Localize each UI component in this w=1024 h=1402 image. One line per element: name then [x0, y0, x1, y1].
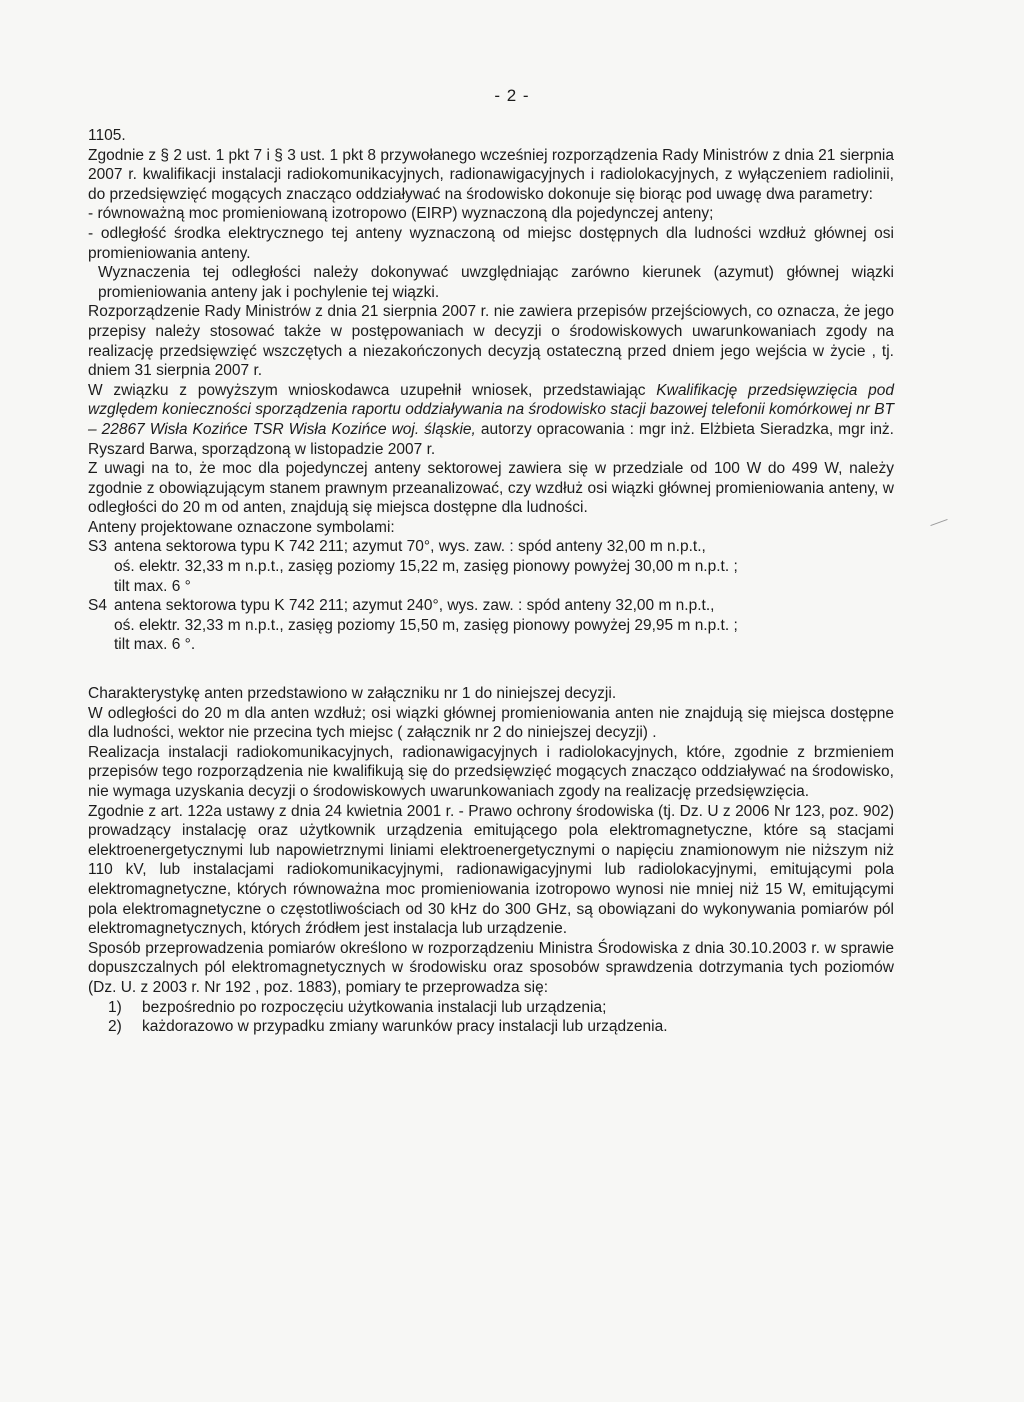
paragraph-no-decision-required: Realizacja instalacji radiokomunikacyjnych, radionawigacyjnych i radiolokacyjnych, które, zgodnie z brzmieniem przepisów tego rozporządzenia nie kwalifikują się do przedsięwzięć mogących znacząco oddziaływać na środowisko, nie wymaga uzyskania decyzji o środowiskowych uwarunkowaniach zgody na realizację przedsięwzięcia.: [88, 743, 894, 800]
paragraph-legal-basis: Zgodnie z § 2 ust. 1 pkt 7 i § 3 ust. 1 pkt 8 przywołanego wcześniej rozporządzenia Rady Ministrów z dnia 21 sierpnia 2007 r. kwalifikacji instalacji radiokomunikacyjnych, radionawigacyjnych i radiolokacyjnych, z wyłączeniem radiolinii, do przedsięwzięć mogących znacząco oddziaływać na środowisko dokonuje się biorąc pod uwagę dwa parametry:: [88, 146, 894, 203]
antennas-intro: Anteny projektowane oznaczone symbolami:: [88, 518, 395, 536]
antenna-line: tilt max. 6 °: [114, 577, 191, 595]
antenna-line: tilt max. 6 °.: [114, 636, 196, 654]
applicant-prefix: W związku z powyższym wnioskodawca uzupełnił wniosek, przedstawiając: [88, 381, 657, 399]
antenna-line: oś. elektr. 32,33 m n.p.t., zasięg poziomy 15,22 m, zasięg pionowy powyżej 30,00 m n.p.t. ;: [114, 558, 738, 576]
reference-number: 1105.: [88, 127, 126, 144]
spacer: [88, 655, 894, 684]
document-body: [88, 126, 894, 1037]
measurement-steps: [88, 998, 894, 1037]
paragraph-applicant: [88, 381, 894, 459]
list-item-number: 1): [108, 998, 122, 1016]
antenna-line: antena sektorowa typu K 742 211; azymut 240°, wys. zaw. : spód anteny 32,00 m n.p.t.,: [114, 597, 715, 615]
paragraph-distance-determination: Wyznaczenia tej odległości należy dokonywać uwzględniając zarówno kierunek (azymut) głównej wiązki promieniowania anteny jak i pochylenie tej wiązki.: [98, 264, 894, 301]
list-item: [108, 1017, 894, 1037]
antenna-symbol: S4: [88, 597, 107, 615]
list-item-text: bezpośrednio po rozpoczęciu użytkowania instalacji lub urządzenia;: [142, 998, 607, 1016]
paragraph-measurement-obligation: Zgodnie z art. 122a ustawy z dnia 24 kwietnia 2001 r. - Prawo ochrony środowiska (tj. Dz. U z 2006 Nr 123, poz. 902) prowadzący instalację oraz użytkownik urządzenia emitującego pola elektromagnetyczne, które są stacjami elektroenergetycznymi lub napowietrznymi liniami elektroenergetycznymi o napięciu znamionowym nie niższym niż 110 kV, lub instalacjami radiokomunikacyjnymi, radionawigacyjnymi lub radiolokacyjnymi, emitującymi pola elektromagnetyczne, których równoważna moc promieniowania izotropowo wynosi nie mniej niż 15 W, emitującymi pola elektromagnetyczne o częstotliwościach od 30 kHz do 300 GHz, są obowiązani do wykonywania pomiarów pól elektromagnetycznych, których źródłem jest instalacja lub urządzenie.: [88, 802, 894, 938]
applicant-document-title: Kwalifikację przedsięwzięcia pod względem konieczności sporządzenia raportu oddziaływania na środowisko stacji bazowej telefonii komórkowej nr BT – 22867 Wisła Kozińce TSR Wisła Kozińce woj. śląskie,: [88, 381, 894, 438]
antenna-symbol: S3: [88, 538, 107, 556]
paragraph-measurement-method: Sposób przeprowadzenia pomiarów określono w rozporządzeniu Ministra Środowiska z dnia 30.10.2003 r. w sprawie dopuszczalnych pól elektromagnetycznych w środowisku oraz sposobów sprawdzenia dotrzymania tych poziomów (Dz. U. z 2003 r. Nr 192 , poz. 1883), pomiary te przeprowadza się:: [88, 939, 894, 996]
scan-mark: [930, 519, 947, 526]
page-number: - 2 -: [494, 86, 530, 105]
antenna-item: [88, 537, 894, 596]
antenna-item: [88, 596, 894, 655]
paragraph-power-range: Z uwagi na to, że moc dla pojedynczej anteny sektorowej zawiera się w przedziale od 100 W do 499 W, należy zgodnie z obowiązującym stanem prawnym przeanalizować, czy wzdłuż osi wiązki głównej promieniowania anteny, w odległości do 20 m od anten, znajdują się miejsca dostępne dla ludności.: [88, 460, 894, 517]
list-item: [108, 998, 894, 1018]
list-item-text: każdorazowo w przypadku zmiany warunków pracy instalacji lub urządzenia.: [142, 1018, 668, 1036]
antenna-line: antena sektorowa typu K 742 211; azymut 70°, wys. zaw. : spód anteny 32,00 m n.p.t.,: [114, 538, 706, 556]
paragraph-distance-result: W odległości do 20 m dla anten wzdłuż; osi wiązki głównej promieniowania anten nie znajdują się miejsca dostępne dla ludności, wektor nie przecina tych miejsc ( załącznik nr 2 do niniejszej decyzji) .: [88, 704, 894, 742]
applicant-suffix: autorzy opracowania : mgr inż. Elżbieta Sieradzka, mgr inż. Ryszard Barwa, sporządzoną w listopadzie 2007 r.: [88, 420, 894, 458]
antenna-line: oś. elektr. 32,33 m n.p.t., zasięg poziomy 15,50 m, zasięg pionowy powyżej 29,95 m n.p.t. ;: [114, 616, 738, 634]
paragraph-transitional-provisions: Rozporządzenie Rady Ministrów z dnia 21 sierpnia 2007 r. nie zawiera przepisów przejściowych, co oznacza, że jego przepisy należy stosować także w postępowaniach w decyzji o środowiskowych uwarunkowaniach zgody na realizację przedsięwzięć wszczętych a niezakończonych decyzją ostateczną przed dniem jego wejścia w życie , tj. dniem 31 sierpnia 2007 r.: [88, 303, 894, 380]
list-item-number: 2): [108, 1018, 122, 1036]
parameter-eirp: - równoważną moc promieniowaną izotropowo (EIRP) wyznaczoną dla pojedynczej anteny;: [88, 205, 714, 223]
parameter-distance: - odległość środka elektrycznego tej anteny wyznaczoną od miejsc dostępnych dla ludności wzdłuż głównej osi promieniowania anteny.: [88, 224, 894, 262]
paragraph-characteristics: Charakterystykę anten przedstawiono w załączniku nr 1 do niniejszej decyzji.: [88, 685, 617, 703]
